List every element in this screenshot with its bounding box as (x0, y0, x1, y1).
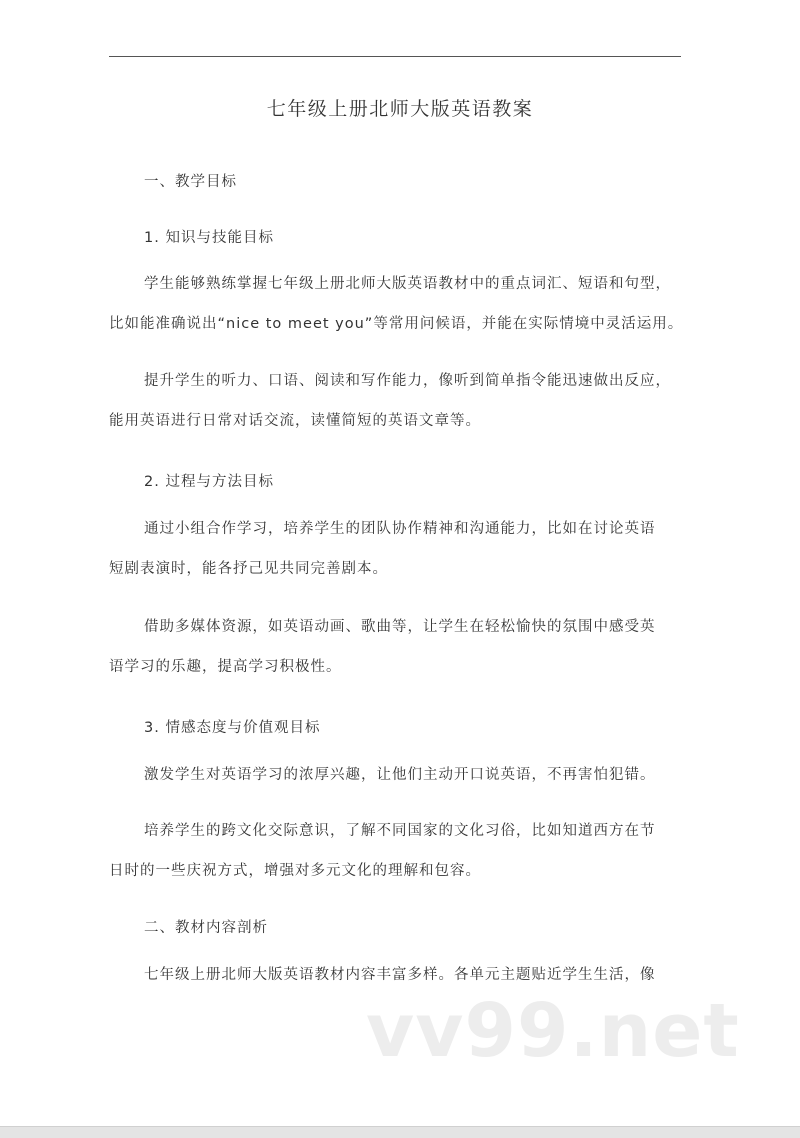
paragraph (109, 509, 686, 589)
paragraph-line: 七年级上册北师大版英语教材内容丰富多样。各单元主题贴近学生生活，像 (144, 967, 656, 983)
paragraph-line: 借助多媒体资源，如英语动画、歌曲等，让学生在轻松愉快的氛围中感受英 (144, 619, 656, 635)
paragraph-line: 能用英语进行日常对话交流，读懂简短的英语文章等。 (109, 413, 481, 429)
paragraph-line: 培养学生的跨文化交际意识，了解不同国家的文化习俗，比如知道西方在节 (144, 823, 656, 839)
paragraph-line: 短剧表演时，能各抒己见共同完善剧本。 (109, 561, 388, 577)
paragraph-line: 比如能准确说出“nice to meet you”等常用问候语，并能在实际情境中灵活运用。 (109, 316, 684, 332)
paragraph (109, 811, 686, 891)
paragraph-line: 激发学生对英语学习的浓厚兴趣，让他们主动开口说英语，不再害怕犯错。 (144, 767, 656, 783)
paragraph-line: 语学习的乐趣，提高学习积极性。 (109, 659, 342, 675)
paragraph-line: 日时的一些庆祝方式，增强对多元文化的理解和包容。 (109, 863, 481, 879)
section-heading-teaching-goals: 一、教学目标 (144, 174, 237, 190)
paragraph (109, 264, 686, 344)
paragraph-line: 提升学生的听力、口语、阅读和写作能力，像听到简单指令能迅速做出反应， (144, 373, 671, 389)
paragraph-line: 通过小组合作学习，培养学生的团队协作精神和沟通能力，比如在讨论英语 (144, 521, 656, 537)
paragraph (109, 361, 686, 441)
page-bottom-edge (0, 1126, 800, 1138)
paragraph-line: 学生能够熟练掌握七年级上册北师大版英语教材中的重点词汇、短语和句型， (144, 276, 671, 292)
subheading-process-methods: 2. 过程与方法目标 (144, 474, 274, 490)
paragraph (109, 755, 686, 795)
header-rule (109, 56, 681, 57)
section-heading-textbook-analysis: 二、教材内容剖析 (144, 920, 268, 936)
subheading-attitudes-values: 3. 情感态度与价值观目标 (144, 720, 321, 736)
subheading-knowledge-skills: 1. 知识与技能目标 (144, 230, 274, 246)
paragraph (109, 607, 686, 687)
watermark-logo: vv99.net (366, 988, 740, 1074)
document-title: 七年级上册北师大版英语教案 (266, 98, 534, 120)
